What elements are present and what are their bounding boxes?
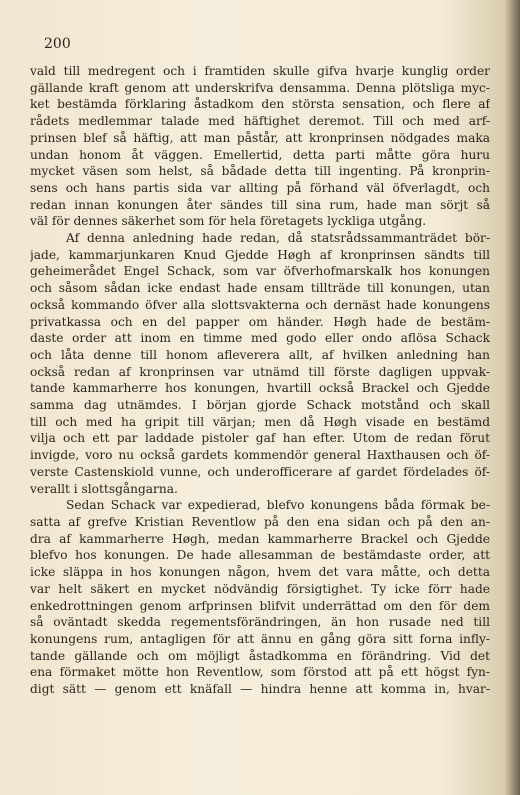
text-line: blefvo hos konungen. De hade allesamman de bestämdaste order, att — [30, 548, 490, 563]
page-number: 200 — [44, 36, 71, 52]
text-line: Sedan Schack var expedierad, blefvo konungens båda förmak be- — [66, 498, 490, 513]
paragraph — [30, 497, 490, 697]
body-text — [30, 63, 490, 698]
text-line: ket bestämda förklaring åstadkom den största sensation, och flere af — [30, 97, 490, 112]
text-line: tande gällande och om möjligt åstadkomma en förändring. Vid det — [30, 648, 490, 663]
text-line: också kommando öfver alla slottsvakterna och dernäst hade konungens — [30, 297, 490, 312]
text-line: sens och hans partis sida var allting på förhand väl öfverlagdt, och — [30, 180, 490, 195]
text-line: tande kammarherre hos konungen, hvartill också Brackel och Gjedde — [30, 381, 490, 396]
text-line: invigde, voro nu också gardets kommendör general Haxthausen och öf- — [30, 448, 490, 463]
paragraph — [30, 230, 490, 497]
text-line: dra af kammarherre Høgh, medan kammarherre Brackel och Gjedde — [30, 531, 490, 546]
text-line: konungens rum, antagligen för att ännu en gång göra sitt forna infly- — [30, 631, 490, 646]
text-line: privatkassa och en del papper om händer. Høgh hade de bestäm- — [30, 314, 490, 329]
text-line: undan honom åt väggen. Emellertid, detta parti måtte göra huru — [30, 147, 490, 162]
text-line: så oväntadt skedda regementsförändringen, än hon rusade ned till — [30, 615, 490, 630]
text-line: prinsen blef så häftig, att man påstår, att kronprinsen nödgades maka — [30, 130, 490, 145]
text-line: jade, kammarjunkaren Knud Gjedde Høgh af kronprinsen sändts till — [30, 247, 490, 262]
text-line: redan innan konungen åter sändes till sina rum, hade man sörjt så — [30, 197, 490, 212]
text-line: rådets medlemmar talade med häftighet deremot. Till och med arf- — [30, 114, 490, 129]
text-line: var helt säkert en mycket nödvändig försigtighet. Ty icke förr hade — [30, 581, 490, 596]
text-line: väl för dennes säkerhet som för hela företagets lyckliga utgång. — [30, 214, 427, 229]
text-line: gällande kraft genom att underskrifva densamma. Denna plötsliga myc- — [30, 80, 490, 95]
text-line: geheimerådet Engel Schack, som var öfverhofmarskalk hos konungen — [30, 264, 490, 279]
text-line: och låta denne till honom afleverera allt, af hvilken anledning han — [30, 347, 490, 362]
text-line: mycket väsen som helst, så bådade detta till ingenting. På kronprin- — [30, 164, 490, 179]
text-line: ena förmaket mötte hon Reventlow, som förstod att på ett högst fyn- — [30, 665, 490, 680]
text-line: verste Castenskiold vunne, och underofficerare af gardet fördelades öf- — [30, 464, 490, 479]
text-line: vald till medregent och i framtiden skulle gifva hvarje kunglig order — [30, 64, 490, 78]
text-line: enkedrottningen genom arfprinsen blifvit underrättad om den för dem — [30, 598, 490, 613]
text-line: Af denna anledning hade redan, då statsrådssammanträdet bör- — [66, 231, 490, 246]
paragraph — [30, 63, 490, 230]
text-line: verallt i slottsgångarna. — [30, 481, 178, 496]
text-line: till och med ha gripit till värjan; men då Høgh visade en bestämd — [30, 414, 490, 429]
text-line: samma dag utnämdes. I början gjorde Schack motstånd och skall — [30, 398, 490, 413]
text-line: också redan af kronprinsen var utnämd till förste dagligen uppvak- — [30, 364, 490, 379]
text-line: satta af grefve Kristian Reventlow på den ena sidan och på den an- — [30, 514, 490, 529]
text-line: digt sätt — genom ett knäfall — hindra henne att komma in, hvar- — [30, 682, 490, 697]
text-line: daste order att inom en timme med godo eller ondo aflösa Schack — [30, 331, 490, 346]
text-line: vilja och ett par laddade pistoler gaf han efter. Utom de redan förut — [30, 431, 490, 446]
text-line: icke släppa in hos konungen någon, hvem det vara måtte, och detta — [30, 565, 490, 580]
text-line: och såsom sådan icke endast hade ensam tillträde till konungen, utan — [30, 281, 490, 296]
